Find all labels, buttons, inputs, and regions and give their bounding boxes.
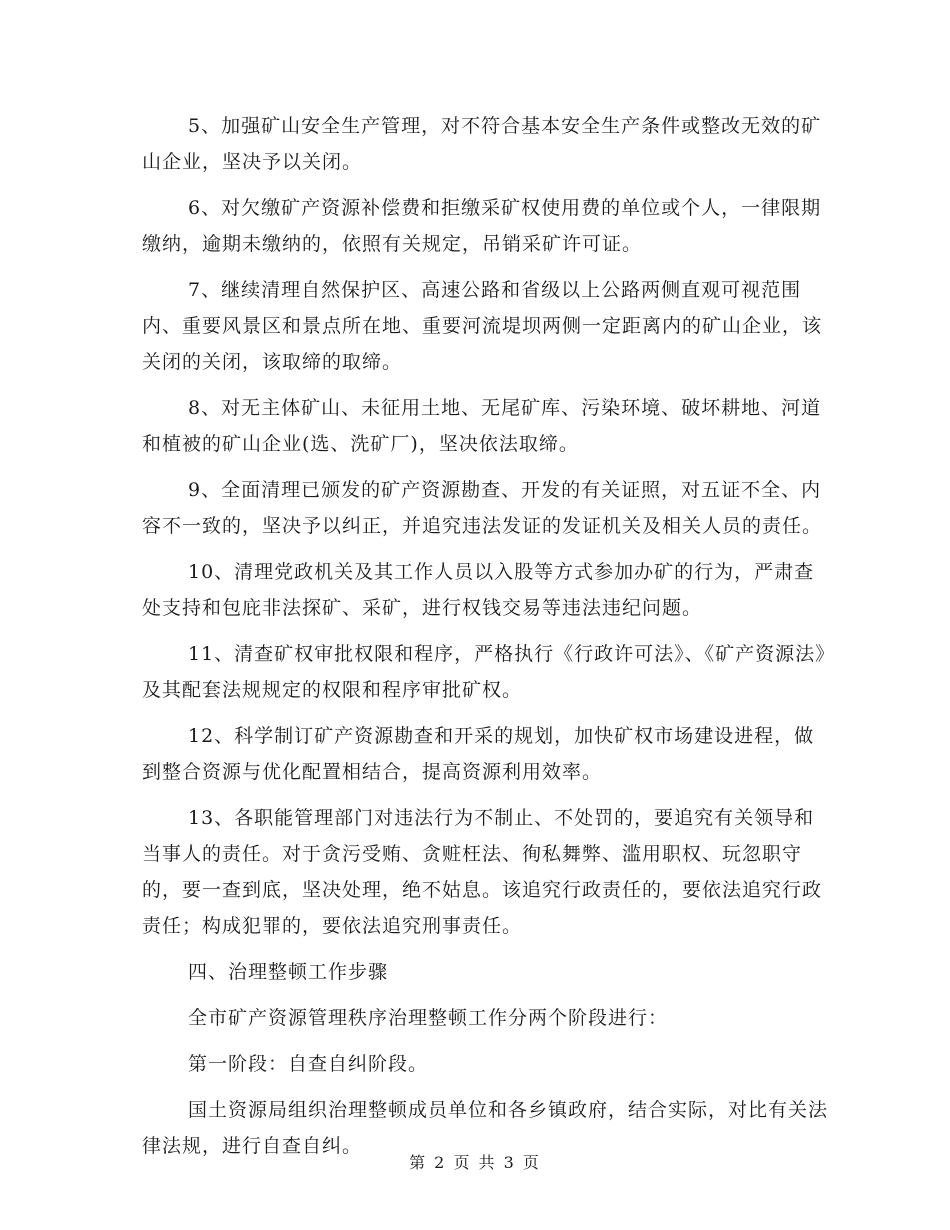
paragraph-item-5: 5、加强矿山安全生产管理，对不符合基本安全生产条件或整改无效的矿山企业，坚决予以关闭。 xyxy=(142,115,822,173)
paragraph-item-10: 10、清理党政机关及其工作人员以入股等方式参加办矿的行为，严肃查处支持和包庇非法探矿、采矿，进行权钱交易等违法违纪问题。 xyxy=(142,561,815,619)
paragraph-item-9: 9、全面清理已颁发的矿产资源勘查、开发的有关证照，对五证不全、内容不一致的，坚决予以纠正，并追究违法发证的发证机关及相关人员的责任。 xyxy=(142,479,823,537)
page-number: 第 2 页 共 3 页 xyxy=(409,1153,541,1172)
stage-description: 国土资源局组织治理整顿成员单位和各乡镇政府，结合实际，对比有关法律法规，进行自查自纠。 xyxy=(142,1099,829,1157)
paragraph-item-7: 7、继续清理自然保护区、高速公路和省级以上公路两侧直观可视范围内、重要风景区和景点所在地、重要河流堤坝两侧一定距离内的矿山企业，该关闭的关闭，该取缔的取缔。 xyxy=(142,279,823,373)
document-body xyxy=(142,108,832,1174)
stage-heading: 第一阶段：自查自纠阶段。 xyxy=(188,1053,429,1075)
paragraph-item-13: 13、各职能管理部门对违法行为不制止、不处罚的，要追究有关领导和当事人的责任。对于贪污受贿、贪赃枉法、徇私舞弊、滥用职权、玩忽职守的，要一查到底，坚决处理，绝不姑息。该追究行政责任的，要依法追究行政责任；构成犯罪的，要依法追究刑事责任。 xyxy=(142,807,823,937)
section-intro: 全市矿产资源管理秩序治理整顿工作分两个阶段进行： xyxy=(188,1007,669,1029)
paragraph-item-6: 6、对欠缴矿产资源补偿费和拒缴采矿权使用费的单位或个人，一律限期缴纳，逾期未缴纳的，依照有关规定，吊销采矿许可证。 xyxy=(142,197,822,255)
paragraph-item-11: 11、清查矿权审批权限和程序，严格执行《行政许可法》、《矿产资源法》及其配套法规规定的权限和程序审批矿权。 xyxy=(142,643,826,701)
paragraph-item-8: 8、对无主体矿山、未征用土地、无尾矿库、污染环境、破坏耕地、河道和植被的矿山企业(选、洗矿厂)，坚决依法取缔。 xyxy=(142,397,822,455)
section-heading: 四、治理整顿工作步骤 xyxy=(188,961,389,983)
paragraph-item-12: 12、科学制订矿产资源勘查和开采的规划，加快矿权市场建设进程，做到整合资源与优化配置相结合，提高资源利用效率。 xyxy=(142,725,815,783)
